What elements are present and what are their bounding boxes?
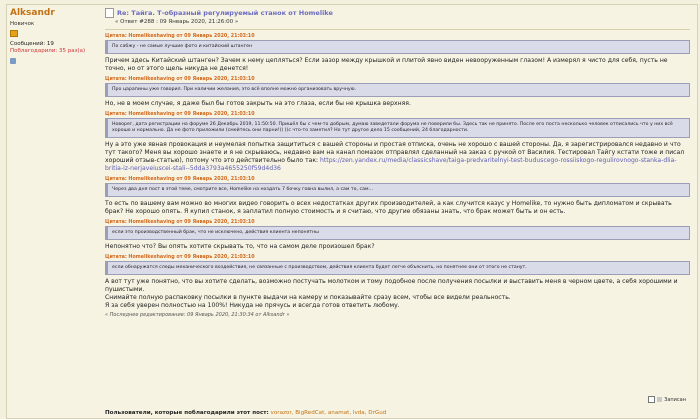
- checkbox[interactable]: [648, 396, 655, 403]
- author-thanked: Поблагодарили: 35 раз(а): [10, 48, 86, 54]
- post-title-link[interactable]: Re: Тайга. Т-образный регулируемый станок от Homelike: [117, 9, 333, 17]
- document-icon: [105, 8, 114, 18]
- author-messages: Сообщений: 19: [10, 41, 54, 47]
- divider: [105, 29, 690, 30]
- post-title-row: [105, 8, 690, 18]
- post-text-line: Я за себя уверен полностью на 100%! Никуда не прячусь и всегда готов ответить любому.: [105, 302, 400, 309]
- article-link[interactable]: https://zen.yandex.ru/media/classicshave/taiga-predvaritelnyi-test-buduscego-rossiiskogo-regulirovnogo-stanka-dlia-britia-iz-nerjaveiuscei-stali--5dda3793a4655250f59d4d36: [105, 157, 677, 172]
- post-text: Причем здесь Китайский штанген? Зачем к нему цепляться? Если зазор между крышкой и плитой явно виден невооруженным глазом! А измерял я чисто для себя, пусть не точно, но от этого щель никуда не денется!: [105, 57, 668, 72]
- post-body: [105, 8, 690, 414]
- quote-box: если это производственный брак, что не исключено, действия клиента непонятны: [105, 226, 690, 240]
- quote-header[interactable]: Цитата: Homelikeshaving от 09 Январь 2020, 21:03:10: [105, 255, 255, 260]
- quote-header[interactable]: Цитата: Homelikeshaving от 09 Январь 2020, 21:03:10: [105, 112, 255, 117]
- post-text: Непонятно что? Вы опять хотите скрывать то, что на самом деле произошел брак?: [105, 243, 375, 250]
- quote-box: если обнаружатся следы механического воздействия, не связанные с производством, действия клиента будет легче объяснить, но понятнее они от этого не станут.: [105, 261, 690, 275]
- author-rank: Новичок: [10, 21, 35, 27]
- post-text: Но, не в моем случае, я даже был бы готов закрыть на это глаза, если бы не крышка верхняя.: [105, 100, 411, 107]
- star-icon: [10, 30, 18, 37]
- post-text-line: А вот тут уже понятно, что вы хотите сделать, возможно постучать молотком и тому подобное после получения посылки и выставить меня в черном цвете, а себя хорошими и пушистыми.: [105, 278, 678, 293]
- quote-box: По сабжу - не самые лучшие фото и китайский штанген: [105, 40, 690, 54]
- thanks-row: [105, 410, 386, 416]
- quote-header[interactable]: Цитата: Homelikeshaving от 09 Январь 2020, 21:03:10: [105, 177, 255, 182]
- thanks-label: Пользователи, которые поблагодарили этот пост:: [105, 410, 269, 416]
- post-text: [105, 278, 690, 310]
- rank-stars: [10, 30, 96, 37]
- post-text-line: Снимайте полную распаковку посылки в пункте выдачи на камеру и показывайте сразу всем, чтобы все видели реальность.: [105, 294, 511, 301]
- post-text: То есть по вашему вам можно во многих видео говорить о всех недостатках других производителей, а как случится казус у Homelike, то нужно быть дипломатом и скрывать брак? Не хорошо опять. Я купил станок, я заплатил полную стоимость и я считаю, что другие обязаны знать, что брак может быть и он есть.: [105, 200, 672, 215]
- author-panel: [10, 8, 96, 64]
- post-text: [105, 141, 690, 173]
- quote-header[interactable]: Цитата: Homelikeshaving от 09 Январь 2020, 21:03:10: [105, 220, 255, 225]
- post-container: [6, 4, 698, 419]
- thanks-users[interactable]: vorazor, BigRedCat, anamat, lvda, DrGud: [270, 410, 387, 416]
- quote-box: Про царапины уже говорил. При наличии желания, это всё вполне можно организовать вручную.: [105, 83, 690, 97]
- quote-header[interactable]: Цитата: Homelikeshaving от 09 Январь 2020, 21:03:10: [105, 34, 255, 39]
- quote-box: Новорег, дата регистрации на форуме 26 Декабрь 2019, 11:50:50. Пришёл бы с чем-то добрым, думаю заведетали форума не поверили бы. Здесь так не принято. После его поста несколько человек отписались что у них всё хорошо и нормально. Да не фото приложили (смейтесь они парни!)) )(с что-то заметил? Но тут другое дело 15 сообщений, 24 благодарности.: [105, 118, 690, 138]
- profile-icon[interactable]: [10, 58, 16, 64]
- report-label: Записан: [664, 396, 686, 403]
- author-icons: [10, 58, 96, 64]
- report-icon[interactable]: [657, 397, 662, 402]
- last-edit-note: « Последнее редактирование: 09 Январь 2020, 21:30:34 от Alksandr »: [105, 312, 290, 318]
- author-name[interactable]: Alksandr: [10, 8, 55, 18]
- quote-header[interactable]: Цитата: Homelikeshaving от 09 Январь 2020, 21:03:10: [105, 77, 255, 82]
- quote-box: Через два дня пост в этой теме, смотрите все, Homelike на ноздать 7 бочку говна вылил, а сам то, сам...: [105, 183, 690, 197]
- post-text-part: Ну а это уже явная провокация и неумелая попытка защититься с вашей стороны и простая отписка, очень не хорошо с вашей стороны. Да, я зарегистрировался недавно и что тут такого? Меня вы хорошо знаете и я не скрываюсь, недавно вам на канал помазок отправлял сделанный на заказ с ручкой от Василия. Тестировал Тайгу кстати тоже и писал хороший отзыв-статью), потому что это действительно было так:: [105, 141, 685, 164]
- post-meta: « Ответ #288 : 09 Январь 2020, 21:26:00 »: [115, 19, 239, 25]
- report-area: [648, 396, 686, 403]
